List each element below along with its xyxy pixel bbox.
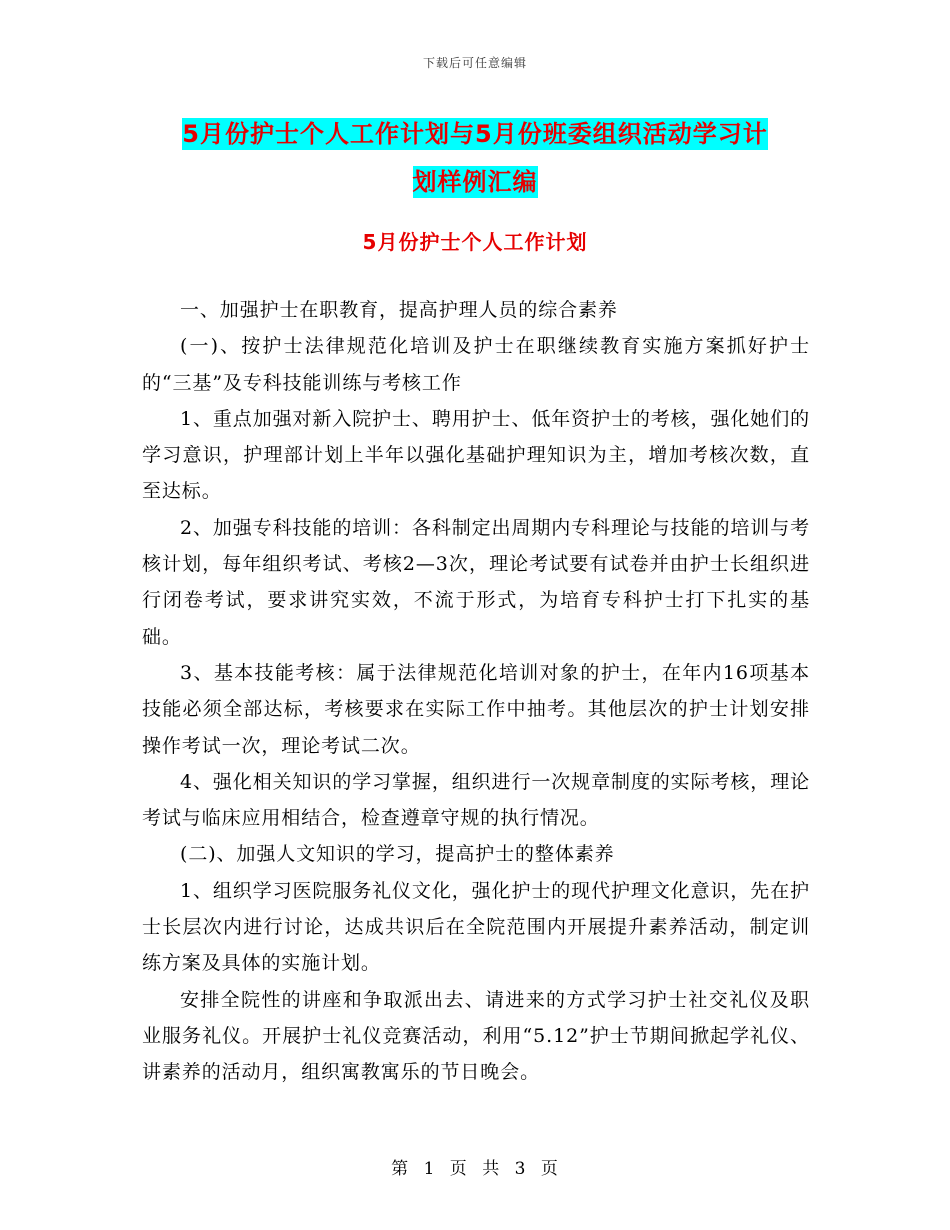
total-pages: 3 <box>514 1159 527 1179</box>
document-title-line-2: 划样例汇编 <box>412 168 538 196</box>
paragraph: (二)、加强人文知识的学习，提高护士的整体素养 <box>180 843 615 866</box>
paragraph: 安排全院性的讲座和争取派出去、请进来的方式学习护士社交礼仪及职业服务礼仪。开展护士礼仪竞赛活动，利用“5.12”护士节期间掀起学礼仪、讲素养的活动月，组织寓教寓乐的节日晚会。 <box>142 988 810 1084</box>
document-body <box>142 292 810 1091</box>
paragraph: 2、加强专科技能的培训：各科制定出周期内专科理论与技能的培训与考核计划，每年组织考试、考核2—3次，理论考试要有试卷并由护士长组织进行闭卷考试，要求讲究实效，不流于形式，为培育专科护士打下扎实的基础。 <box>142 516 810 648</box>
header-note: 下载后可任意编辑 <box>422 56 527 70</box>
footer-label: 页 <box>540 1159 559 1179</box>
paragraph: 4、强化相关知识的学习掌握，组织进行一次规章制度的实际考核，理论考试与临床应用相结合，检查遵章守规的执行情况。 <box>142 770 810 830</box>
footer-label: 共 <box>482 1159 501 1179</box>
paragraph: 1、重点加强对新入院护士、聘用护士、低年资护士的考核，强化她们的学习意识，护理部计划上半年以强化基础护理知识为主，增加考核次数，直至达标。 <box>142 407 810 503</box>
footer-label: 第 <box>391 1159 410 1179</box>
page-footer <box>0 1154 950 1179</box>
document-title-line-1: 5月份护士个人工作计划与5月份班委组织活动学习计 <box>182 120 768 148</box>
paragraph: 3、基本技能考核：属于法律规范化培训对象的护士，在年内16项基本技能必须全部达标，考核要求在实际工作中抽考。其他层次的护士计划安排操作考试一次，理论考试二次。 <box>142 661 810 757</box>
document-title <box>0 110 950 206</box>
paragraph: 1、组织学习医院服务礼仪文化，强化护士的现代护理文化意识，先在护士长层次内进行讨论，达成共识后在全院范围内开展提升素养活动，制定训练方案及具体的实施计划。 <box>142 879 810 975</box>
paragraph: 一、加强护士在职教育，提高护理人员的综合素养 <box>180 299 618 321</box>
page-number: 1 <box>423 1159 436 1179</box>
paragraph: (一)、按护士法律规范化培训及护士在职继续教育实施方案抓好护士的“三基”及专科技能训练与考核工作 <box>142 335 810 394</box>
section-title: 5月份护士个人工作计划 <box>362 230 588 254</box>
footer-label: 页 <box>449 1159 468 1179</box>
